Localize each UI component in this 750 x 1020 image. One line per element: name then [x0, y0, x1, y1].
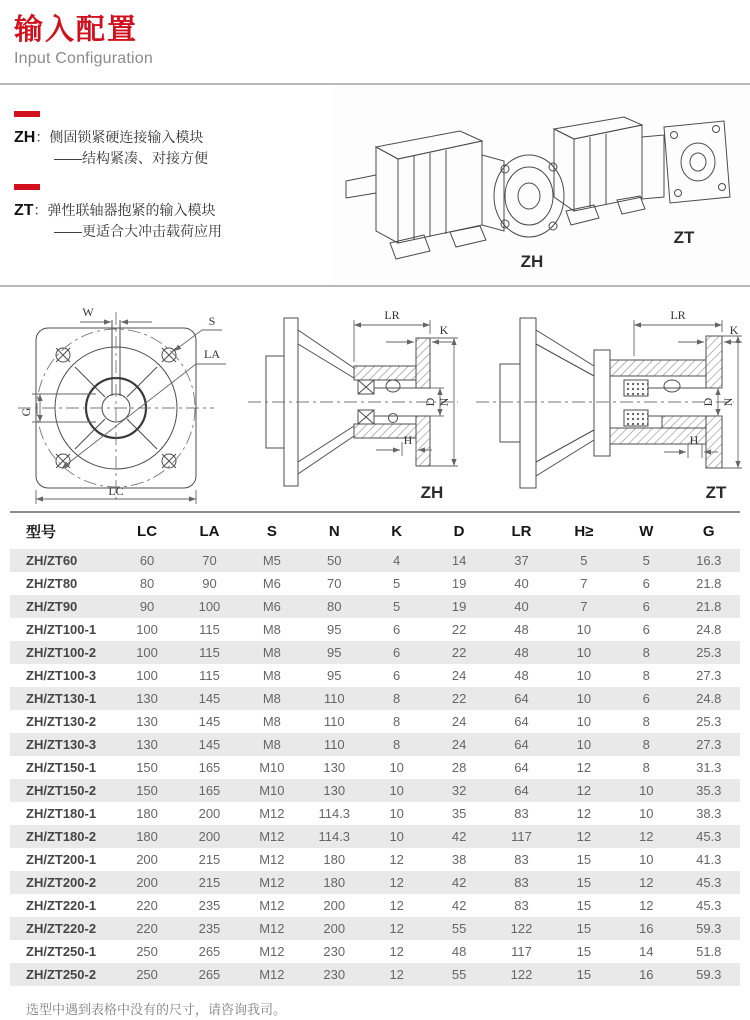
value-cell: 6: [393, 622, 401, 638]
value-cell: 16: [639, 921, 654, 937]
dim-label-k: K: [729, 323, 739, 338]
value-cell: 12: [389, 875, 404, 891]
column-header: LR: [511, 523, 532, 541]
column-header: W: [639, 523, 654, 541]
product-image: [332, 85, 750, 285]
value-cell: 122: [510, 967, 533, 983]
value-cell: 215: [198, 875, 221, 891]
value-cell: 64: [514, 737, 529, 753]
value-cell: 5: [393, 599, 401, 615]
dim-label-h: H: [689, 433, 699, 448]
value-cell: 48: [514, 645, 529, 661]
value-cell: 48: [514, 668, 529, 684]
value-cell: 42: [451, 829, 467, 845]
dimension-table: [10, 511, 740, 986]
value-cell: 90: [202, 576, 217, 592]
value-cell: 83: [514, 806, 529, 822]
value-cell: 250: [136, 944, 158, 960]
model-cell: ZH/ZT100-3: [26, 668, 97, 684]
value-cell: M12: [259, 852, 285, 868]
value-cell: 115: [199, 622, 220, 638]
value-cell: 10: [389, 806, 404, 822]
value-cell: 15: [576, 875, 592, 891]
value-cell: 6: [642, 622, 650, 638]
value-cell: 64: [514, 783, 529, 799]
model-cell: ZH/ZT180-2: [26, 829, 97, 845]
dim-label-lr: LR: [670, 308, 686, 323]
value-cell: 28: [451, 760, 467, 776]
dim-label-la: LA: [204, 347, 220, 362]
model-cell: ZH/ZT180-1: [26, 806, 97, 822]
gearbox-isometric-drawing: [332, 85, 747, 283]
value-cell: 10: [576, 737, 592, 753]
value-cell: 230: [323, 967, 346, 983]
column-header: LA: [199, 523, 220, 541]
value-cell: 180: [136, 806, 158, 822]
value-cell: 145: [198, 737, 221, 753]
value-cell: 22: [451, 691, 467, 707]
dimension-drawings: [0, 287, 750, 507]
page-title: 输入配置: [14, 14, 139, 46]
value-cell: 7: [580, 576, 588, 592]
value-cell: 15: [576, 852, 592, 868]
model-cell: ZH/ZT200-1: [26, 852, 97, 868]
value-cell: 21.8: [696, 599, 722, 615]
value-cell: 12: [639, 898, 654, 914]
value-cell: 12: [389, 921, 404, 937]
dim-label-n: N: [721, 398, 735, 407]
module-zt: [14, 184, 332, 240]
value-cell: 10: [576, 691, 592, 707]
value-cell: 8: [393, 714, 401, 730]
value-cell: 230: [323, 944, 346, 960]
value-cell: 117: [511, 829, 532, 845]
table-row: [10, 618, 740, 641]
value-cell: 115: [199, 645, 220, 661]
value-cell: 64: [514, 714, 529, 730]
value-cell: 15: [576, 967, 592, 983]
value-cell: 8: [642, 645, 650, 661]
model-cell: ZH/ZT100-2: [26, 645, 97, 661]
value-cell: M12: [259, 944, 285, 960]
value-cell: M12: [259, 967, 285, 983]
value-cell: 10: [639, 783, 654, 799]
dim-label-d: D: [423, 398, 437, 407]
value-cell: 180: [323, 852, 346, 868]
value-cell: 12: [389, 967, 404, 983]
value-cell: 8: [642, 737, 650, 753]
drawing-caption-zt: ZT: [705, 483, 727, 503]
module-zh-code: ZH: [14, 129, 36, 147]
table-row: [10, 733, 740, 756]
value-cell: M10: [259, 783, 285, 799]
value-cell: M6: [262, 599, 281, 615]
value-cell: 10: [576, 622, 592, 638]
model-cell: ZH/ZT130-2: [26, 714, 97, 730]
zh-section-drawing: [236, 292, 466, 506]
value-cell: 114.3: [318, 806, 351, 822]
value-cell: M12: [259, 898, 285, 914]
value-cell: 12: [389, 944, 404, 960]
value-cell: 64: [514, 691, 529, 707]
value-cell: 8: [642, 668, 650, 684]
model-cell: ZH/ZT250-1: [26, 944, 97, 960]
model-cell: ZH/ZT150-1: [26, 760, 97, 776]
value-cell: 200: [323, 898, 346, 914]
model-cell: ZH/ZT90: [26, 599, 78, 615]
value-cell: 80: [139, 576, 155, 592]
footer-note: 选型中遇到表格中没有的尺寸，请咨询我司。: [26, 1002, 287, 1018]
dim-label-k: K: [439, 323, 449, 338]
value-cell: 6: [642, 599, 650, 615]
table-row: [10, 940, 740, 963]
value-cell: 130: [136, 737, 158, 753]
value-cell: 41.3: [696, 852, 722, 868]
column-header: S: [266, 523, 277, 541]
dim-label-lr: LR: [384, 308, 400, 323]
value-cell: 5: [642, 553, 650, 569]
value-cell: 16: [639, 967, 654, 983]
value-cell: 95: [327, 668, 342, 684]
table-row: [10, 848, 740, 871]
value-cell: 10: [389, 783, 404, 799]
value-cell: 21.8: [696, 576, 722, 592]
value-cell: 15: [576, 921, 592, 937]
value-cell: 37: [514, 553, 529, 569]
value-cell: 10: [389, 760, 404, 776]
value-cell: 220: [136, 898, 158, 914]
value-cell: 6: [642, 691, 650, 707]
module-zt-code: ZT: [14, 201, 34, 219]
table-row: [10, 664, 740, 687]
value-cell: 180: [323, 875, 346, 891]
value-cell: 12: [389, 898, 404, 914]
value-cell: 27.3: [696, 668, 722, 684]
value-cell: 4: [393, 553, 401, 569]
module-zt-desc: 弹性联轴器抱紧的输入模块: [47, 201, 216, 218]
value-cell: 51.8: [696, 944, 722, 960]
value-cell: M8: [262, 714, 281, 730]
value-cell: M8: [262, 737, 281, 753]
value-cell: 8: [642, 760, 650, 776]
model-cell: ZH/ZT80: [26, 576, 78, 592]
value-cell: 59.3: [696, 921, 722, 937]
value-cell: 12: [639, 875, 654, 891]
value-cell: 25.3: [696, 645, 722, 661]
value-cell: 10: [576, 645, 592, 661]
value-cell: M12: [259, 921, 285, 937]
table-row: [10, 756, 740, 779]
model-cell: ZH/ZT200-2: [26, 875, 97, 891]
table-header-row: [10, 512, 740, 549]
value-cell: 5: [393, 576, 401, 592]
value-cell: 31.3: [696, 760, 722, 776]
table-head: [10, 512, 740, 549]
table-row: [10, 871, 740, 894]
value-cell: 16.3: [696, 553, 722, 569]
value-cell: 59.3: [696, 967, 722, 983]
module-zt-sub: ——更适合大冲击载荷应用: [54, 222, 222, 239]
front-view-drawing: [4, 292, 236, 506]
value-cell: 27.3: [696, 737, 722, 753]
value-cell: 265: [198, 967, 221, 983]
value-cell: 8: [642, 714, 650, 730]
table-row: [10, 894, 740, 917]
value-cell: 45.3: [696, 829, 722, 845]
value-cell: 12: [576, 806, 592, 822]
value-cell: 110: [323, 714, 345, 730]
value-cell: 90: [139, 599, 155, 615]
column-header: 型号: [26, 524, 57, 542]
column-header: LC: [137, 523, 158, 541]
value-cell: 145: [198, 714, 221, 730]
value-cell: 117: [511, 944, 532, 960]
value-cell: 24.8: [696, 622, 722, 638]
dimension-table-wrap: [10, 511, 740, 986]
value-cell: 110: [323, 691, 345, 707]
value-cell: 70: [202, 553, 217, 569]
value-cell: 145: [198, 691, 221, 707]
value-cell: 50: [327, 553, 342, 569]
dim-label-s: S: [208, 314, 216, 329]
model-cell: ZH/ZT220-2: [26, 921, 97, 937]
model-cell: ZH/ZT60: [26, 553, 78, 569]
value-cell: 42: [451, 898, 467, 914]
value-cell: 10: [389, 829, 404, 845]
red-dash-icon: [14, 111, 40, 117]
value-cell: 10: [576, 714, 592, 730]
dim-label-w: W: [82, 305, 94, 320]
value-cell: 24: [451, 714, 467, 730]
value-cell: 15: [576, 898, 592, 914]
value-cell: 40: [514, 576, 529, 592]
value-cell: 215: [198, 852, 221, 868]
column-header: D: [453, 523, 465, 541]
dim-label-lc: LC: [108, 484, 124, 499]
value-cell: 7: [580, 599, 588, 615]
value-cell: M5: [262, 553, 281, 569]
value-cell: 55: [451, 967, 467, 983]
photo-label-zh: ZH: [520, 252, 544, 272]
value-cell: 12: [576, 829, 592, 845]
red-dash-icon: [14, 184, 40, 190]
value-cell: 122: [510, 921, 533, 937]
page-subtitle: Input Configuration: [14, 50, 154, 68]
value-cell: 200: [198, 806, 221, 822]
dim-label-d: D: [701, 398, 715, 407]
value-cell: 19: [451, 576, 467, 592]
value-cell: 10: [639, 852, 654, 868]
module-zh-separator: ：: [35, 129, 50, 146]
value-cell: 100: [136, 622, 158, 638]
dim-label-h: H: [403, 433, 413, 448]
value-cell: 100: [136, 645, 158, 661]
value-cell: 14: [639, 944, 654, 960]
value-cell: 24: [451, 668, 467, 684]
table-row: [10, 641, 740, 664]
value-cell: 12: [576, 760, 592, 776]
value-cell: M8: [262, 668, 281, 684]
table-row: [10, 825, 740, 848]
value-cell: 165: [198, 760, 221, 776]
value-cell: 70: [327, 576, 342, 592]
value-cell: 150: [136, 760, 158, 776]
table-row: [10, 595, 740, 618]
value-cell: M12: [259, 875, 285, 891]
value-cell: 38.3: [696, 806, 722, 822]
value-cell: 130: [136, 714, 158, 730]
value-cell: 80: [327, 599, 342, 615]
model-cell: ZH/ZT100-1: [26, 622, 97, 638]
model-cell: ZH/ZT130-3: [26, 737, 97, 753]
table-body: [10, 549, 740, 986]
value-cell: 42: [451, 875, 467, 891]
value-cell: 24: [451, 737, 467, 753]
value-cell: 220: [136, 921, 158, 937]
value-cell: 10: [576, 668, 592, 684]
table-row: [10, 572, 740, 595]
value-cell: 200: [198, 829, 221, 845]
value-cell: 200: [323, 921, 346, 937]
zt-section-drawing: [466, 292, 746, 506]
model-cell: ZH/ZT220-1: [26, 898, 97, 914]
value-cell: 165: [198, 783, 221, 799]
value-cell: 10: [639, 806, 654, 822]
value-cell: 60: [139, 553, 155, 569]
value-cell: 45.3: [696, 898, 722, 914]
value-cell: 32: [451, 783, 467, 799]
value-cell: 250: [136, 967, 158, 983]
column-header: N: [328, 523, 340, 541]
model-cell: ZH/ZT130-1: [26, 691, 97, 707]
module-zh: [14, 111, 332, 167]
value-cell: 12: [639, 829, 654, 845]
column-header: K: [391, 523, 403, 541]
value-cell: 100: [198, 599, 221, 615]
value-cell: 200: [136, 852, 158, 868]
module-descriptions: [0, 85, 332, 285]
table-row: [10, 802, 740, 825]
column-header: H≥: [574, 523, 594, 541]
module-zh-line: [14, 128, 332, 148]
value-cell: 15: [576, 944, 592, 960]
value-cell: 40: [514, 599, 529, 615]
dim-label-n: N: [437, 398, 451, 407]
value-cell: 12: [576, 783, 592, 799]
value-cell: 130: [136, 691, 158, 707]
value-cell: 110: [323, 737, 345, 753]
value-cell: 83: [514, 898, 529, 914]
value-cell: 265: [198, 944, 221, 960]
value-cell: 95: [327, 622, 342, 638]
value-cell: 6: [393, 645, 401, 661]
value-cell: 6: [393, 668, 401, 684]
value-cell: 200: [136, 875, 158, 891]
value-cell: 12: [389, 852, 404, 868]
table-row: [10, 549, 740, 572]
value-cell: 8: [393, 691, 401, 707]
module-zt-line: [14, 201, 332, 221]
value-cell: 25.3: [696, 714, 722, 730]
drawing-caption-zh: ZH: [420, 483, 444, 503]
value-cell: M10: [259, 760, 285, 776]
value-cell: 14: [451, 553, 467, 569]
page-header: [0, 0, 750, 68]
value-cell: 130: [323, 783, 346, 799]
value-cell: 8: [393, 737, 401, 753]
value-cell: M8: [262, 691, 281, 707]
value-cell: M8: [262, 645, 281, 661]
model-cell: ZH/ZT150-2: [26, 783, 97, 799]
value-cell: 64: [514, 760, 529, 776]
value-cell: 48: [451, 944, 467, 960]
module-zh-sub: ——结构紧凑、对接方便: [54, 150, 208, 167]
value-cell: 55: [451, 921, 467, 937]
value-cell: 235: [198, 921, 221, 937]
value-cell: M12: [259, 806, 285, 822]
module-zt-separator: ：: [33, 201, 48, 218]
value-cell: M8: [262, 622, 281, 638]
module-zh-desc: 侧固锁紧硬连接输入模块: [49, 129, 204, 146]
value-cell: 5: [580, 553, 588, 569]
value-cell: 48: [514, 622, 529, 638]
table-row: [10, 779, 740, 802]
value-cell: 19: [451, 599, 467, 615]
value-cell: 180: [136, 829, 158, 845]
table-row: [10, 917, 740, 940]
value-cell: 100: [136, 668, 158, 684]
value-cell: 130: [323, 760, 346, 776]
value-cell: 35: [451, 806, 467, 822]
value-cell: 115: [199, 668, 220, 684]
value-cell: 95: [327, 645, 342, 661]
table-row: [10, 710, 740, 733]
value-cell: 6: [642, 576, 650, 592]
column-header: G: [702, 523, 715, 541]
value-cell: M12: [259, 829, 285, 845]
intro-section: [0, 85, 750, 285]
table-row: [10, 963, 740, 986]
value-cell: 22: [451, 622, 467, 638]
table-row: [10, 687, 740, 710]
value-cell: 38: [451, 852, 467, 868]
value-cell: 114.3: [318, 829, 351, 845]
value-cell: M6: [262, 576, 281, 592]
value-cell: 83: [514, 852, 529, 868]
value-cell: 22: [451, 645, 467, 661]
dim-label-g: G: [19, 408, 33, 417]
photo-label-zt: ZT: [673, 228, 695, 248]
value-cell: 235: [198, 898, 221, 914]
model-cell: ZH/ZT250-2: [26, 967, 97, 983]
value-cell: 45.3: [696, 875, 722, 891]
value-cell: 150: [136, 783, 158, 799]
value-cell: 24.8: [696, 691, 722, 707]
value-cell: 35.3: [696, 783, 722, 799]
value-cell: 83: [514, 875, 529, 891]
